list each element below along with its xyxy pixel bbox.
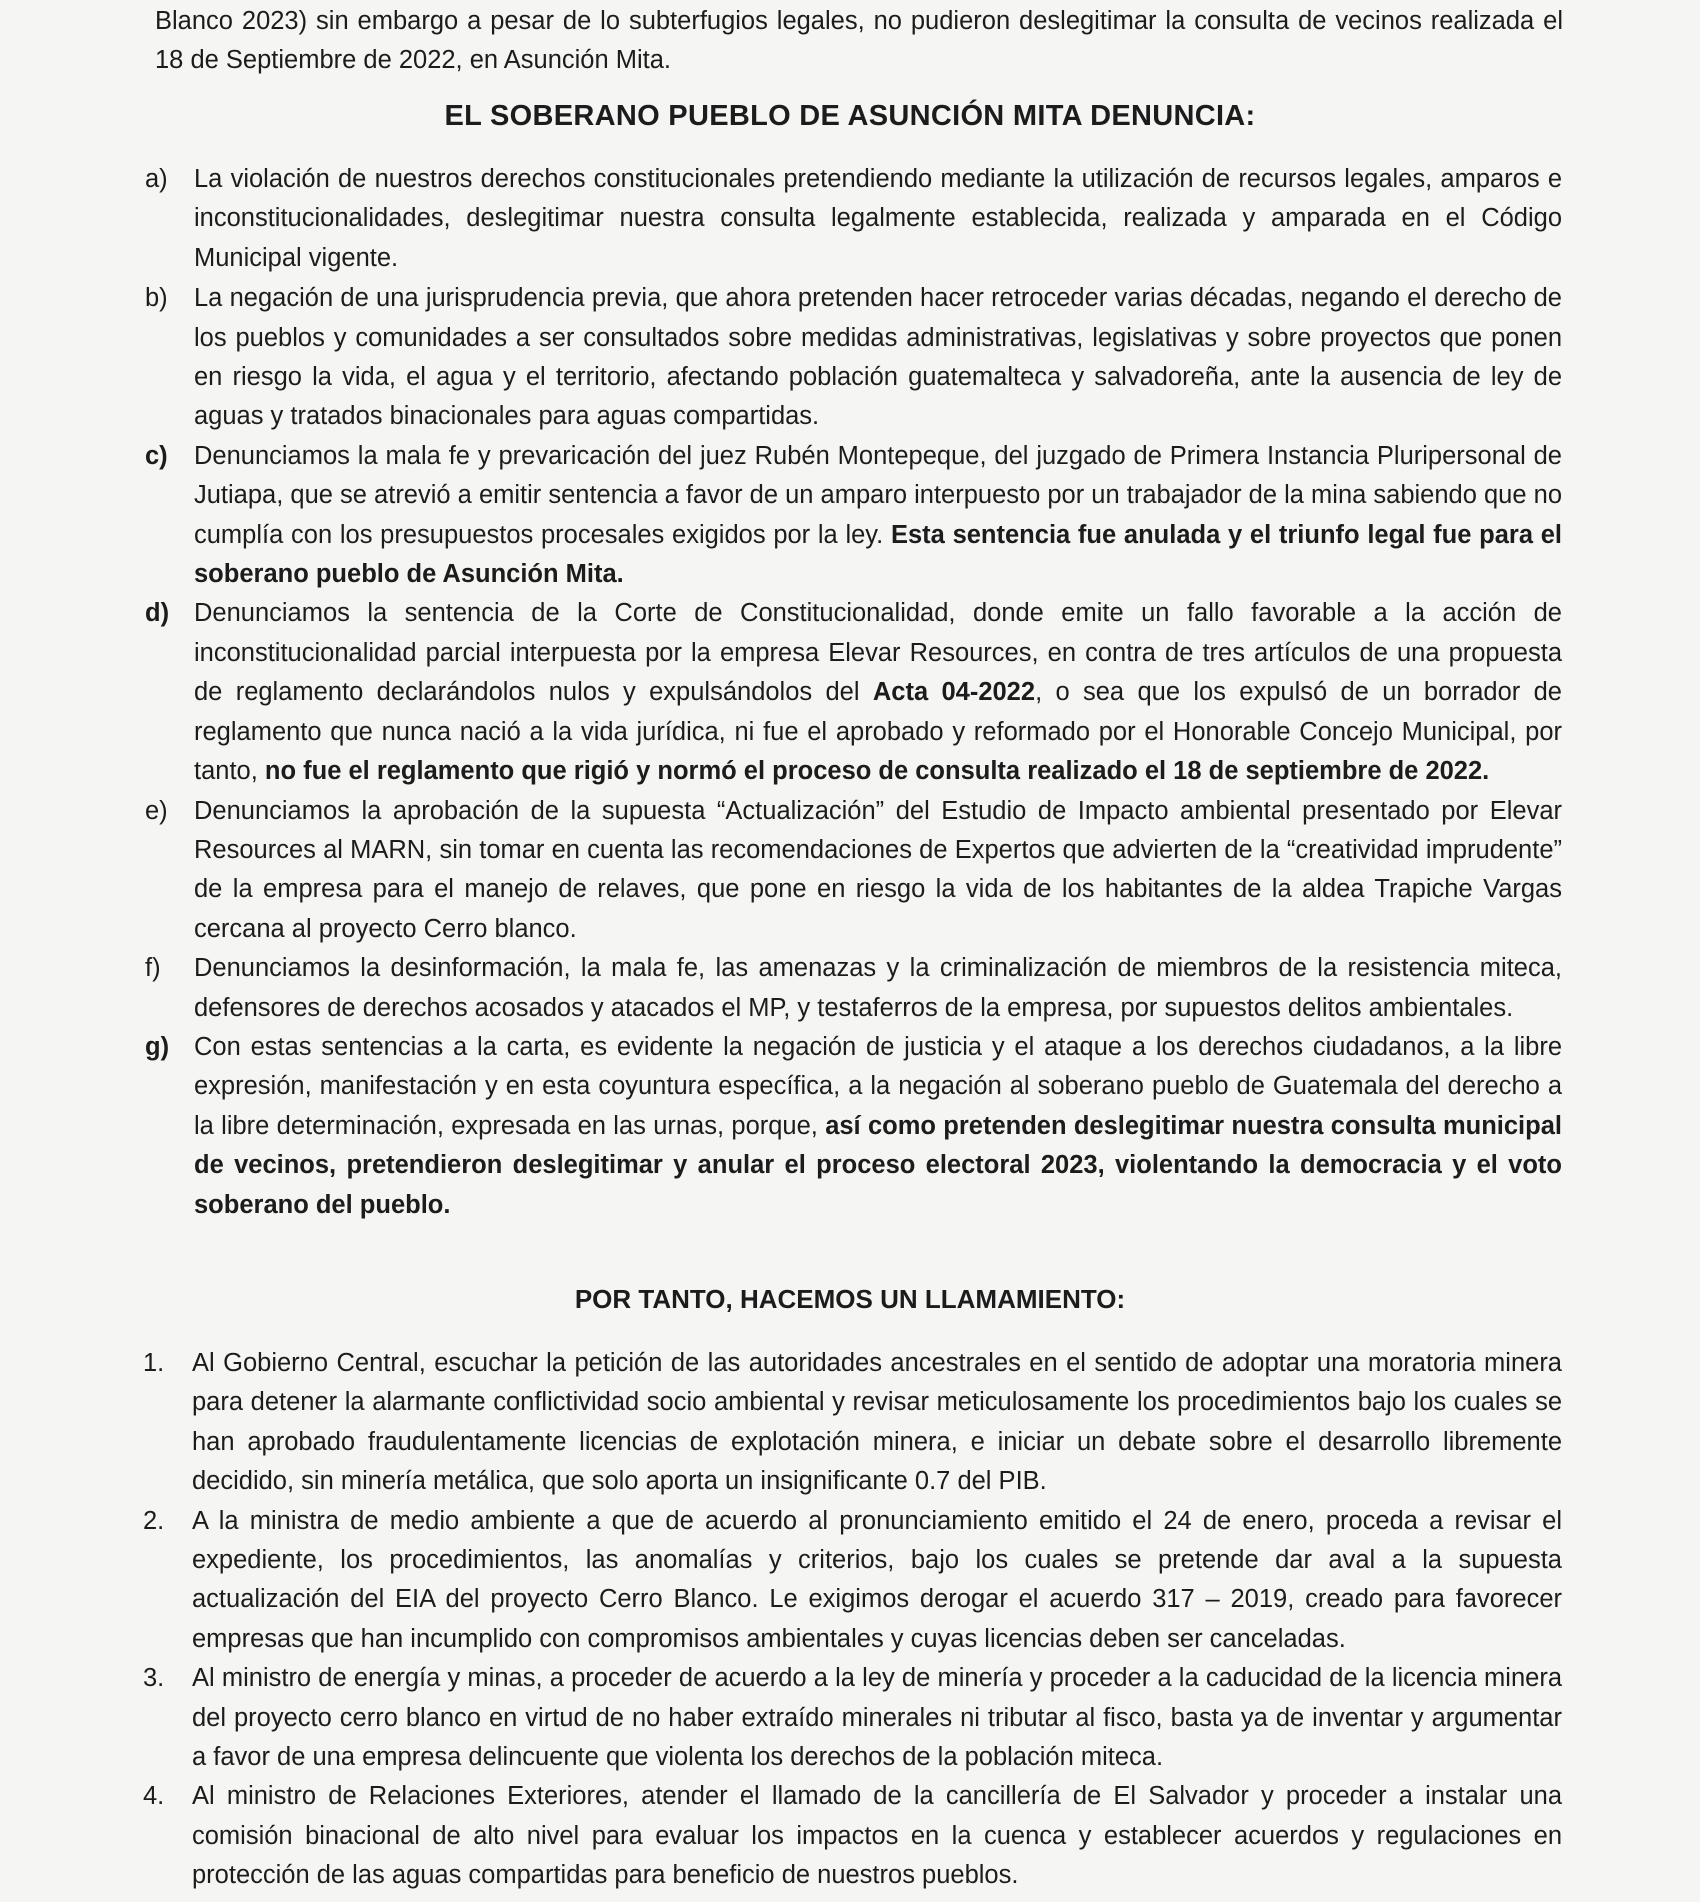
- denuncia-text-bold: Acta 04-2022: [872, 678, 1036, 707]
- denuncia-text: [194, 437, 1562, 595]
- denuncia-text-plain: Denunciamos la sentencia de la Corte de Constitucionalidad, donde emite un fallo favorable a la acción de inconstitucionalidad parcial interpuesta por la empresa Elevar Resources, en contra de tres artículos de una propuesta de reglamento declarándolos nulos y expulsándolos del: [194, 599, 1562, 707]
- denuncia-text: Denunciamos la aprobación de la supuesta “Actualización” del Estudio de Impacto ambiental presentado por Elevar Resources al MARN, sin tomar en cuenta las recomendaciones de Expertos que advierten de la “creatividad imprudente” de la empresa para el manejo de relaves, que pone en riesgo la vida de los habitantes de la aldea Trapiche Vargas cercana al proyecto Cerro blanco.: [194, 796, 1562, 943]
- denuncia-text-plain: , o sea que los expulsó de un borrador de reglamento que nunca nació a la vida jurídica, ni fue el aprobado y reformado por el Honorable Concejo Municipal, por tanto,: [194, 678, 1562, 786]
- denuncia-item-d: [0, 594, 1700, 791]
- llamamiento-item-2: [0, 1502, 1700, 1660]
- denuncia-item-c: [0, 437, 1700, 595]
- llamamiento-heading: POR TANTO, HACEMOS UN LLAMAMIENTO:: [574, 1284, 1126, 1314]
- list-marker: 2.: [143, 1506, 165, 1535]
- denuncia-heading: EL SOBERANO PUEBLO DE ASUNCIÓN MITA DENUNCIA:: [444, 100, 1256, 132]
- llamamiento-item-1: [0, 1344, 1700, 1502]
- llamamiento-text: Al ministro de energía y minas, a proceder de acuerdo a la ley de minería y proceder a la caducidad de la licencia minera del proyecto cerro blanco en virtud de no haber extraído minerales ni tributar al fisco, basta ya de inventar y argumentar a favor de una empresa delincuente que violenta los derechos de la población miteca.: [192, 1664, 1562, 1772]
- denuncia-text-bold: Esta sentencia fue anulada y el triunfo legal fue para el soberano pueblo de Asunción Mita.: [194, 520, 1562, 589]
- llamamiento-text: Al ministro de Relaciones Exteriores, atender el llamado de la cancillería de El Salvador y proceder a instalar una comisión binacional de alto nivel para evaluar los impactos en la cuenca y establecer acuerdos y regulaciones en protección de las aguas compartidas para beneficio de nuestros pueblos.: [192, 1782, 1562, 1890]
- denuncia-list: [0, 160, 1700, 1225]
- llamamiento-item-4: [0, 1777, 1700, 1895]
- list-marker: 3.: [143, 1664, 165, 1693]
- denuncia-text: Denunciamos la desinformación, la mala fe, las amenazas y la criminalización de miembros de la resistencia miteca, defensores de derechos acosados y atacados el MP, y testaferros de la empresa, por supuestos delitos ambientales.: [194, 954, 1562, 1022]
- llamamiento-list: [0, 1344, 1700, 1896]
- denuncia-item-e: [0, 792, 1700, 950]
- denuncia-text-plain: Con estas sentencias a la carta, es evidente la negación de justicia y el ataque a los derechos ciudadanos, a la libre expresión, manifestación y en esta coyuntura específica, a la negación al soberano pueblo de Guatemala del derecho a la libre determinación, expresada en las urnas, porque,: [194, 1032, 1562, 1140]
- denuncia-text: La violación de nuestros derechos constitucionales pretendiendo mediante la utilización de recursos legales, amparos e inconstitucionalidades, deslegitimar nuestra consulta legalmente establecida, realizada y amparada en el Código Municipal vigente.: [194, 165, 1562, 272]
- llamamiento-item-3: [0, 1659, 1700, 1777]
- list-marker: 1.: [143, 1349, 165, 1377]
- denuncia-text-plain: Denunciamos la mala fe y prevaricación del juez Rubén Montepeque, del juzgado de Primera Instancia Pluripersonal de Jutiapa, que se atrevió a emitir sentencia a favor de un amparo interpuesto por un trabajador de la mina sabiendo que no cumplía con los presupuestos procesales exigidos por la ley.: [194, 441, 1562, 549]
- denuncia-item-b: [0, 279, 1700, 437]
- list-marker: a): [145, 165, 168, 193]
- denuncia-item-a: [0, 160, 1700, 278]
- denuncia-text-bold: así como pretenden deslegitimar nuestra consulta municipal de vecinos, pretendieron deslegitimar y anular el proceso electoral 2023, violentando la democracia y el voto soberano del pueblo.: [194, 1111, 1562, 1219]
- list-marker: g): [145, 1032, 170, 1061]
- intro-paragraph: Blanco 2023) sin embargo a pesar de lo subterfugios legales, no pudieron deslegitimar la consulta de vecinos realizada el 18 de Septiembre de 2022, en Asunción Mita.: [155, 7, 1563, 74]
- list-marker: f): [145, 954, 161, 983]
- llamamiento-text: Al Gobierno Central, escuchar la petición de las autoridades ancestrales en el sentido de adoptar una moratoria minera para detener la alarmante conflictividad socio ambiental y revisar meticulosamente los procedimientos bajo los cuales se han aprobado fraudulentamente licencias de explotación minera, e iniciar un debate sobre el desarrollo libremente decidido, sin minería metálica, que solo aporta un insignificante 0.7 del PIB.: [192, 1349, 1562, 1496]
- denuncia-text-bold: no fue el reglamento que rigió y normó el proceso de consulta realizado el 18 de septiembre de 2022.: [264, 757, 1490, 786]
- denuncia-item-g: [0, 1028, 1700, 1225]
- denuncia-text: La negación de una jurisprudencia previa, que ahora pretenden hacer retroceder varias décadas, negando el derecho de los pueblos y comunidades a ser consultados sobre medidas administrativas, legislativas y sobre proyectos que ponen en riesgo la vida, el agua y el territorio, afectando población guatemalteca y salvadoreña, ante la ausencia de ley de aguas y tratados binacionales para aguas compartidas.: [194, 284, 1562, 431]
- list-marker: d): [145, 599, 170, 628]
- denuncia-text: [194, 594, 1562, 791]
- denuncia-item-f: [0, 949, 1700, 1028]
- list-marker: e): [145, 796, 168, 825]
- list-marker: b): [145, 284, 168, 313]
- llamamiento-text: A la ministra de medio ambiente a que de acuerdo al pronunciamiento emitido el 24 de enero, proceda a revisar el expediente, los procedimientos, las anomalías y criterios, bajo los cuales se pretende dar aval a la supuesta actualización del EIA del proyecto Cerro Blanco. Le exigimos derogar el acuerdo 317 – 2019, creado para favorecer empresas que han incumplido con compromisos ambientales y cuyas licencias deben ser canceladas.: [192, 1506, 1562, 1653]
- list-marker: 4.: [143, 1782, 165, 1811]
- denuncia-text: [194, 1028, 1562, 1225]
- list-marker: c): [145, 441, 168, 470]
